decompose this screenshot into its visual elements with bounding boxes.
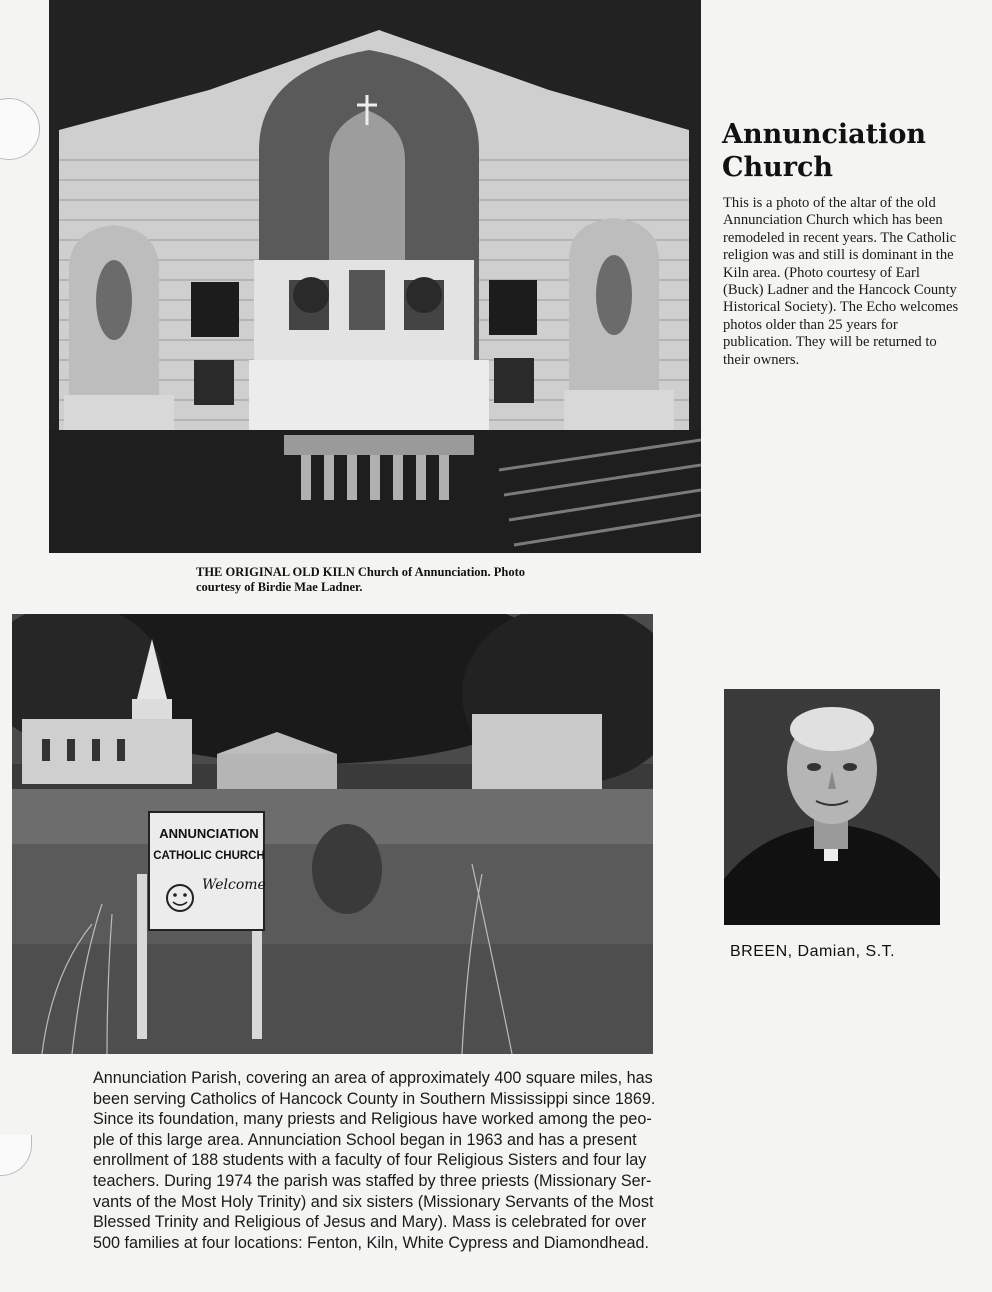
body-line: ple of this large area. Annunciation School began in 1963 and has a present	[93, 1130, 637, 1149]
altar-photo-caption	[196, 565, 616, 595]
caption-line2: courtesy of Birdie Mae Ladner.	[196, 580, 363, 594]
parish-history-text	[93, 1068, 835, 1253]
caption-line1: THE ORIGINAL OLD KILN Church of Annunciation. Photo	[196, 565, 526, 579]
article-title	[722, 118, 962, 184]
sign-line1: ANNUNCIATION	[159, 826, 259, 841]
body-line: vants of the Most Holy Trinity) and six sisters (Missionary Servants of the Most	[93, 1192, 654, 1211]
punch-hole-top	[0, 98, 40, 160]
church-exterior-photo	[12, 614, 653, 1054]
sign-welcome: Welcome	[202, 877, 266, 893]
article-blurb: This is a photo of the altar of the old Annunciation Church which has been remodeled in recent years. The Catholic religion was and still is dominant in the Kiln area. (Photo courtesy of Earl (Buck) Ladner and the Hancock County Historical Society). The Echo welcomes photos older than 25 years for publication. They will be returned to their owners.	[723, 195, 959, 368]
punch-hole-bottom	[0, 1135, 32, 1176]
body-line: Since its foundation, many priests and Religious have worked among the peo-	[93, 1110, 652, 1129]
sign-text	[153, 826, 265, 865]
portrait-caption: BREEN, Damian, S.T.	[730, 943, 896, 960]
church-exterior-image	[12, 614, 653, 1054]
article-title-line2: Church	[722, 152, 834, 183]
body-line: teachers. During 1974 the parish was staffed by three priests (Missionary Ser-	[93, 1171, 652, 1190]
body-line: Annunciation Parish, covering an area of approximately 400 square miles, has	[93, 1069, 653, 1087]
body-line: enrollment of 188 students with a faculty of four Religious Sisters and four lay	[93, 1151, 647, 1170]
body-line: Blessed Trinity and Religious of Jesus and Mary). Mass is celebrated for over	[93, 1213, 647, 1232]
portrait-photo	[724, 689, 940, 925]
body-line: been serving Catholics of Hancock County in Southern Mississippi since 1869.	[93, 1089, 656, 1108]
altar-photo-image	[49, 0, 701, 553]
body-line: 500 families at four locations: Fenton, Kiln, White Cypress and Diamondhead.	[93, 1233, 650, 1252]
sign-line2: CATHOLIC CHURCH	[153, 850, 265, 862]
altar-photo	[49, 0, 701, 553]
portrait-image	[724, 689, 940, 925]
article-title-line1: Annunciation	[722, 119, 927, 150]
